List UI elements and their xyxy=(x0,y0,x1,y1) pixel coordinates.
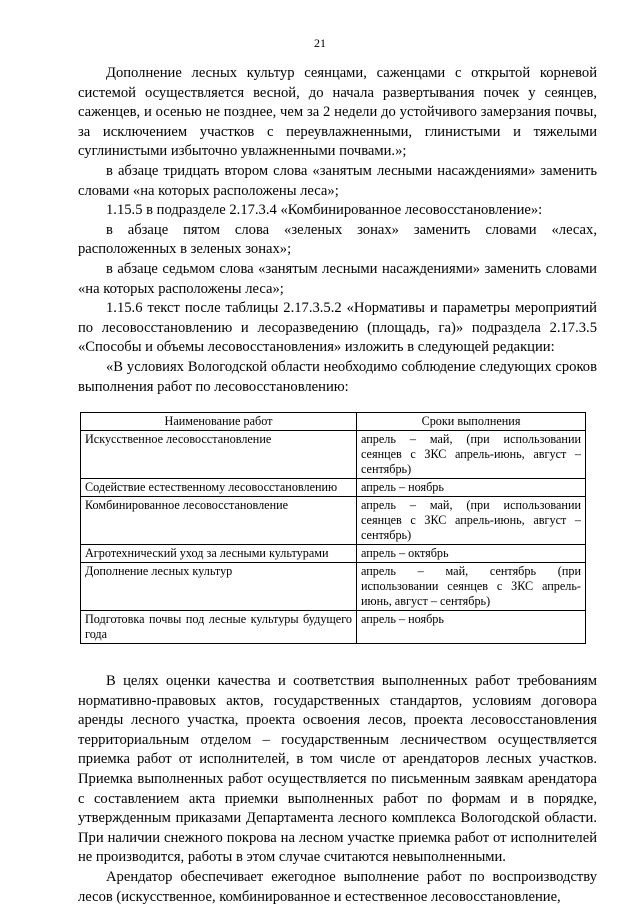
paragraph: в абзаце седьмом слова «занятым лесными насаждениями» заменить словами «на которых расположены леса»; xyxy=(78,260,597,297)
table-cell-dates: апрель – май, сентябрь (при использовании сеянцев с ЗКС апрель-июнь, август – сентябрь) xyxy=(357,563,586,611)
column-header-dates: Сроки выполнения xyxy=(357,413,586,431)
table-cell-dates: апрель – ноябрь xyxy=(357,479,586,497)
table-row xyxy=(81,479,586,497)
table-cell-work: Комбинированное лесовосстановление xyxy=(81,497,357,545)
table-cell-dates: апрель – май, (при использовании сеянцев с ЗКС апрель-июнь, август – сентябрь) xyxy=(357,431,586,479)
table-row xyxy=(81,545,586,563)
table-header-row xyxy=(81,413,586,431)
paragraph: Арендатор обеспечивает ежегодное выполнение работ по воспроизводству лесов (искусственное, комбинированное и естественное лесовосстановление, xyxy=(78,869,597,905)
table-cell-work: Искусственное лесовосстановление xyxy=(81,431,357,479)
table-cell-work: Дополнение лесных культур xyxy=(81,563,357,611)
table-row xyxy=(81,431,586,479)
table-cell-dates: апрель – май, (при использовании сеянцев с ЗКС апрель-июнь, август – сентябрь) xyxy=(357,497,586,545)
table-cell-dates: апрель – октябрь xyxy=(357,545,586,563)
table-cell-dates: апрель – ноябрь xyxy=(357,611,586,644)
table-row xyxy=(81,563,586,611)
table-row xyxy=(81,611,586,644)
table-row xyxy=(81,497,586,545)
page-number: 21 xyxy=(314,36,326,50)
paragraph: в абзаце пятом слова «зеленых зонах» заменить словами «лесах, расположенных в зеленых зонах»; xyxy=(78,221,597,258)
table-cell-work: Содействие естественному лесовосстановлению xyxy=(81,479,357,497)
table-cell-work: Подготовка почвы под лесные культуры будущего года xyxy=(81,611,357,644)
paragraph: 1.15.6 текст после таблицы 2.17.3.5.2 «Нормативы и параметры мероприятий по лесовосстановлению и лесоразведению (площадь, га)» подраздела 2.17.3.5 «Способы и объемы лесовосстановления» изложить в следующей редакции: xyxy=(78,300,597,356)
work-schedule-table xyxy=(80,412,586,644)
table-cell-work: Агротехнический уход за лесными культурами xyxy=(81,545,357,563)
paragraph: в абзаце тридцать втором слова «занятым лесными насаждениями» заменить словами «на которых расположены леса»; xyxy=(78,162,597,199)
paragraph: Дополнение лесных культур сеянцами, саженцами с открытой корневой системой осуществляется весной, до начала развертывания почек у сеянцев, саженцев, и осенью не позднее, чем за 2 недели до устойчивого замерзания почвы, за исключением участков с переувлажненными, глинистыми и тяжелыми суглинистыми избыточно увлажненными почвами.»; xyxy=(78,65,597,160)
document-body xyxy=(78,64,597,907)
paragraph: «В условиях Вологодской области необходимо соблюдение следующих сроков выполнения работ по лесовосстановлению: xyxy=(78,358,597,395)
paragraph: В целях оценки качества и соответствия выполненных работ требованиям нормативно-правовых актов, государственных стандартов, условиям договора аренды лесного участка, проекта освоения лесов, проекта лесовосстановления территориальным отделом – государственным лесничеством осуществляется приемка работ от исполнителей, в том числе от арендаторов лесных участков. Приемка выполненных работ осуществляется по письменным заявкам арендатора с составлением акта приемки выполненных работ по формам и в порядке, утвержденным приказами Департамента лесного комплекса Вологодской области. При наличии снежного покрова на лесном участке приемка работ от исполнителей не производится, работы в этом случае считаются невыполненными. xyxy=(78,673,597,866)
column-header-work: Наименование работ xyxy=(81,413,357,431)
paragraph: 1.15.5 в подразделе 2.17.3.4 «Комбинированное лесовосстановление»: xyxy=(106,202,543,219)
